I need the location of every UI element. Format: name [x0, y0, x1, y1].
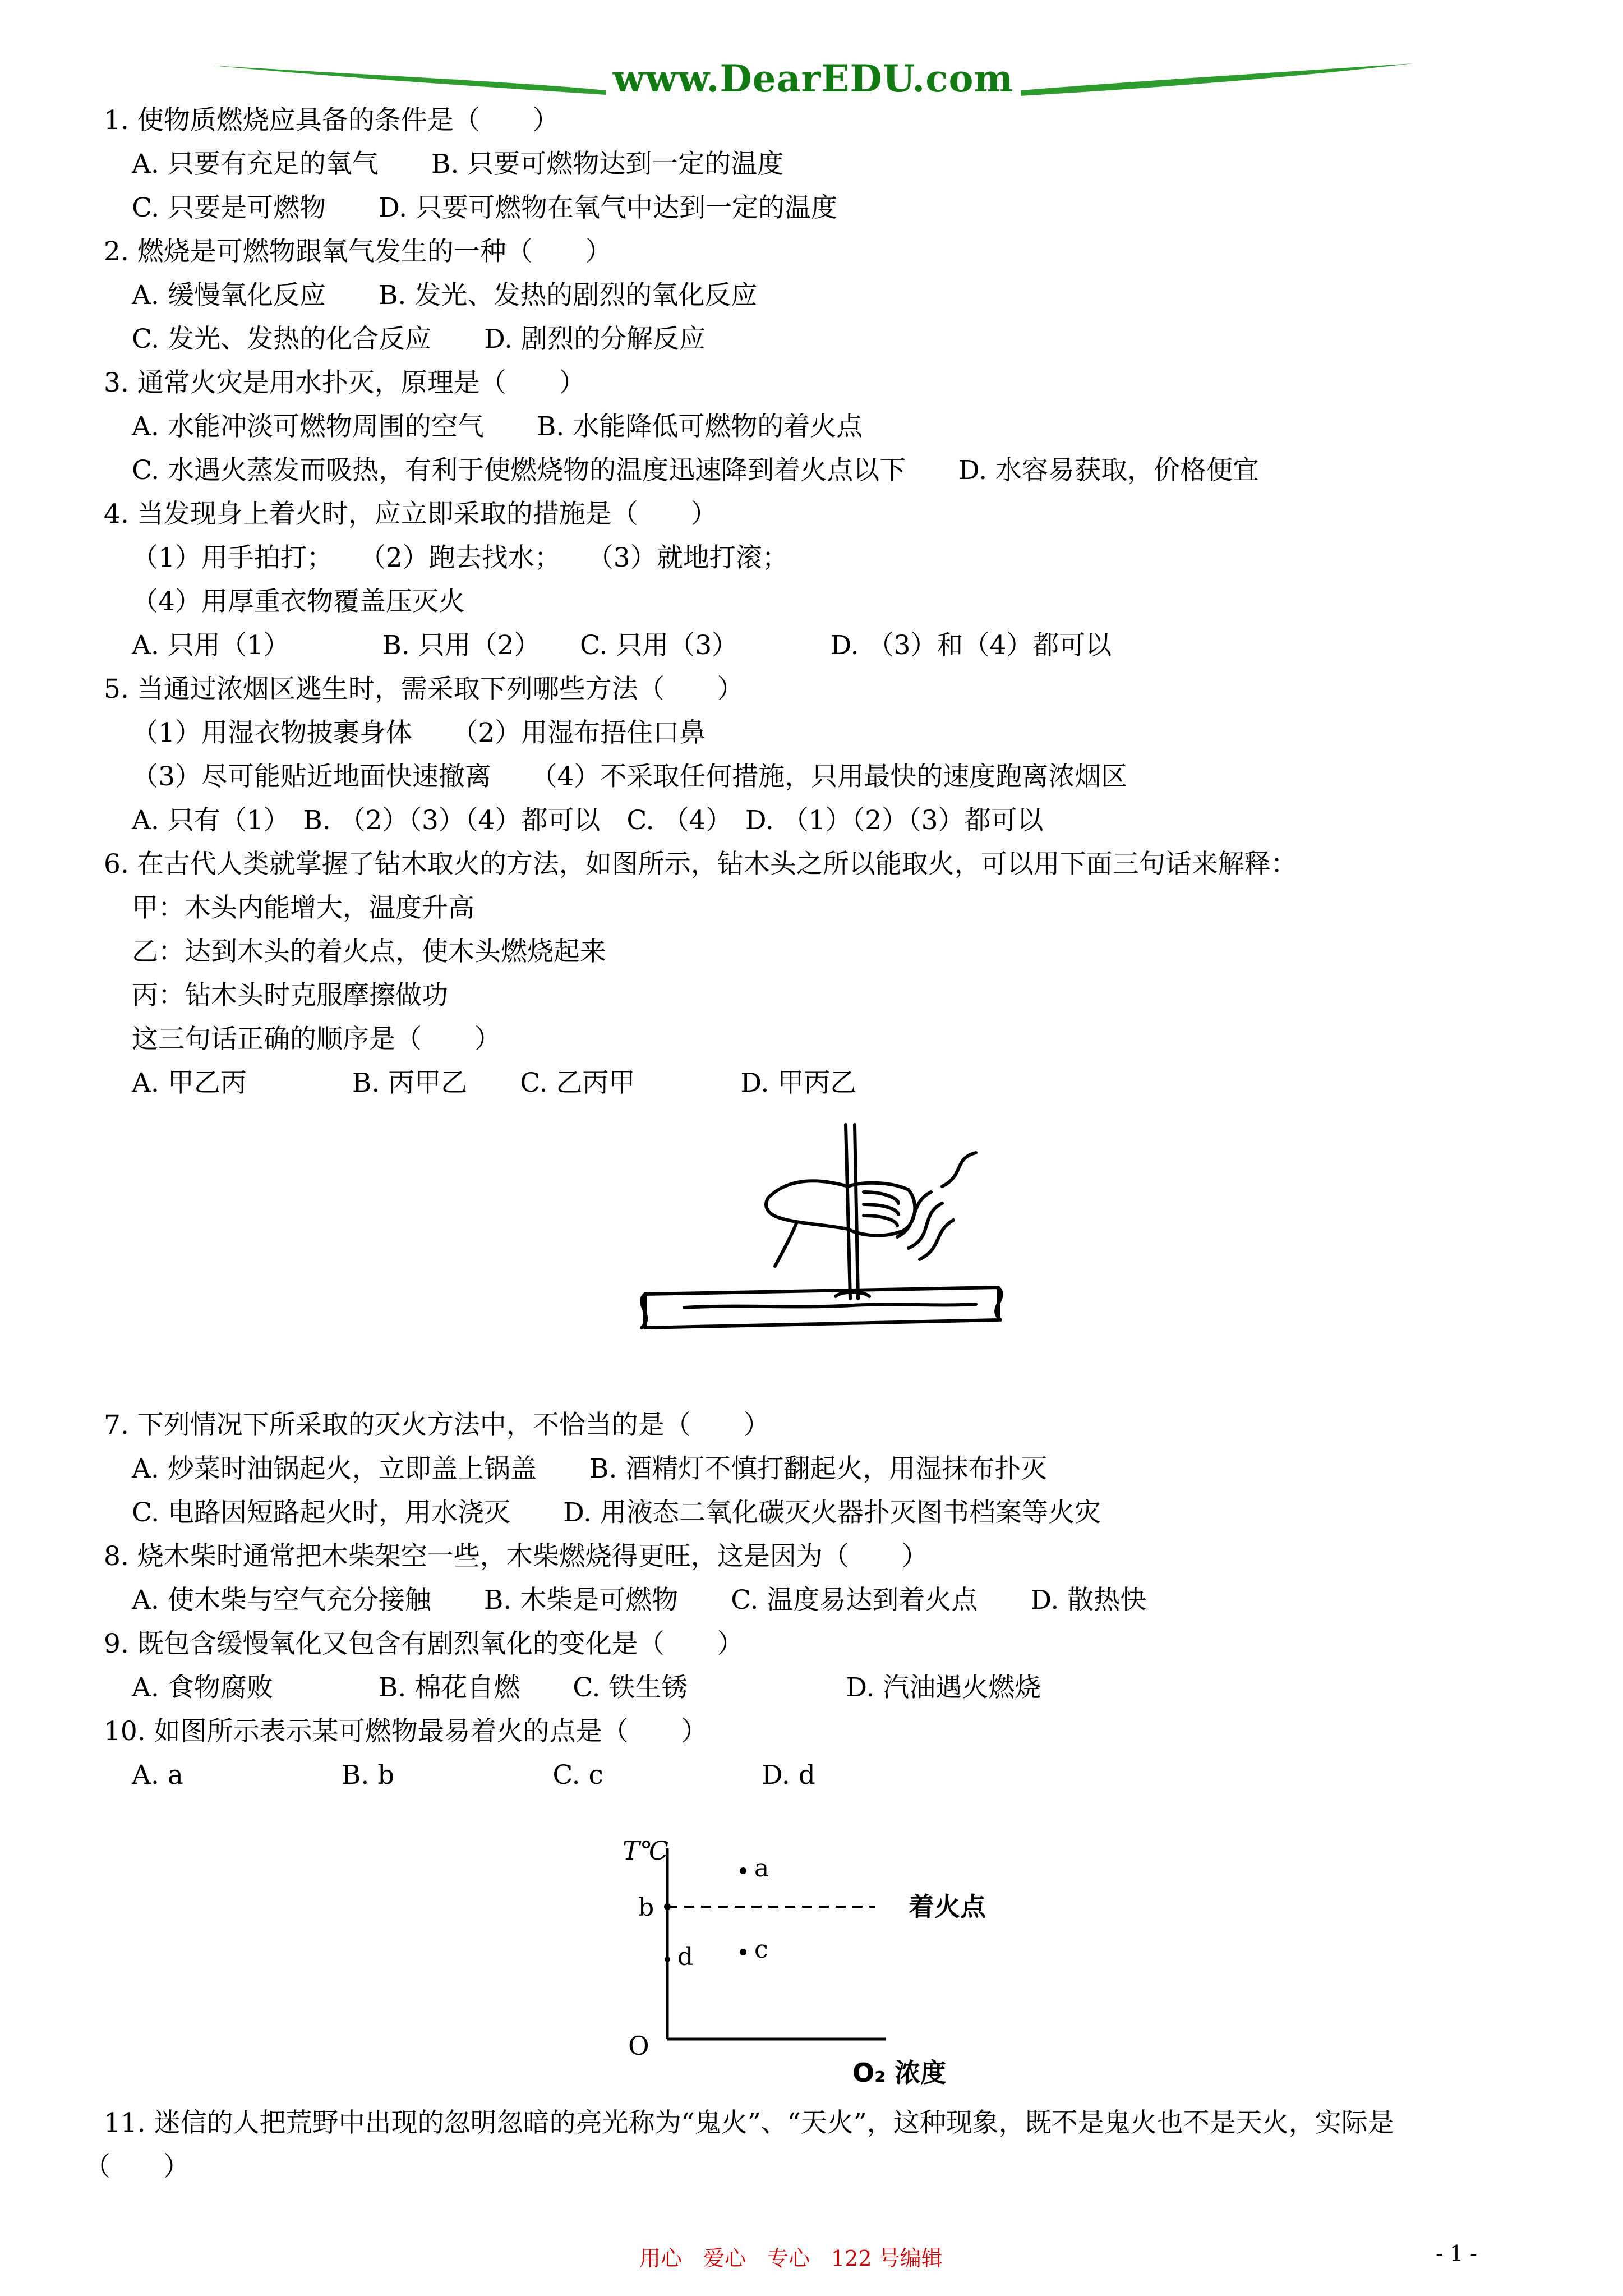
text-line: A. 缓慢氧化反应 B. 发光、发热的剧烈的氧化反应: [132, 280, 758, 311]
text-line: A. 食物腐败 B. 棉花自燃 C. 铁生锈 D. 汽油遇火燃烧: [132, 1672, 1041, 1703]
text-line: （4）用厚重衣物覆盖压灭火: [132, 586, 465, 617]
text-line: C. 只要是可燃物 D. 只要可燃物在氧气中达到一定的温度: [132, 192, 838, 223]
point-b-label: b: [638, 1893, 654, 1922]
text-line: 6. 在古代人类就掌握了钻木取火的方法，如图所示，钻木头之所以能取火，可以用下面三句话来解释：: [104, 849, 1297, 880]
point-d: [665, 1957, 670, 1962]
text-line: 7. 下列情况下所采取的灭火方法中，不恰当的是（ ）: [104, 1410, 770, 1441]
text-line: 4. 当发现身上着火时，应立即采取的措施是（ ）: [104, 499, 717, 530]
text-line: （3）尽可能贴近地面快速撤离 （4）不采取任何措施，只用最快的速度跑离浓烟区: [132, 761, 1128, 792]
point-c: [740, 1949, 746, 1955]
text-line: C. 水遇火蒸发而吸热，有利于使燃烧物的温度迅速降到着火点以下 D. 水容易获取，价格便宜: [132, 455, 1260, 486]
point-a: [740, 1867, 746, 1874]
text-line: A. 只用（1） B. 只用（2） C. 只用（3） D. （3）和（4）都可以: [132, 630, 1112, 661]
point-b: [664, 1903, 671, 1910]
text-line: C. 电路因短路起火时，用水浇灭 D. 用液态二氧化碳灭火器扑灭图书档案等火灾: [132, 1497, 1101, 1528]
text-line: A. a B. b C. c D. d: [132, 1760, 815, 1791]
text-line: 5. 当通过浓烟区逃生时，需采取下列哪些方法（ ）: [104, 674, 744, 705]
text-line: 3. 通常火灾是用水扑灭，原理是（ ）: [104, 367, 585, 398]
text-line: 1. 使物质燃烧应具备的条件是（ ）: [104, 105, 559, 136]
point-a-label: a: [754, 1854, 769, 1883]
drill-fire-illustration: [628, 1119, 1009, 1377]
text-line: 这三句话正确的顺序是（ ）: [132, 1024, 501, 1055]
text-line: 甲：木头内能增大，温度升高: [132, 892, 474, 923]
site-header: [213, 53, 1413, 104]
text-line: 11. 迷信的人把荒野中出现的忽明忽暗的亮光称为“鬼火”、“天火”，这种现象，既不是鬼火也不是天火，实际是: [104, 2108, 1394, 2138]
threshold-label: 着火点: [909, 1892, 986, 1922]
text-line: 9. 既包含缓慢氧化又包含有剧烈氧化的变化是（ ）: [104, 1628, 744, 1659]
page-number: - 1 -: [1436, 2241, 1478, 2266]
text-line: A. 炒菜时油锅起火，立即盖上锅盖 B. 酒精灯不慎打翻起火，用湿抹布扑灭: [132, 1453, 1048, 1484]
origin-label: O: [628, 2031, 649, 2061]
text-line: C. 发光、发热的化合反应 D. 剧烈的分解反应: [132, 324, 706, 355]
footer-credit: 用心 爱心 专心 122 号编辑: [639, 2246, 943, 2271]
text-line: A. 使木柴与空气充分接触 B. 木柴是可燃物 C. 温度易达到着火点 D. 散热快: [132, 1585, 1147, 1616]
y-axis-label: T℃: [623, 1835, 669, 1866]
ignition-point-graph: [594, 1832, 1009, 2095]
text-line: （1）用湿衣物披裹身体 （2）用湿布捂住口鼻: [132, 717, 706, 748]
text-line: 丙：钻木头时克服摩擦做功: [132, 980, 448, 1011]
point-d-label: d: [677, 1943, 694, 1971]
text-line: 10. 如图所示表示某可燃物最易着火的点是（ ）: [104, 1716, 708, 1747]
text-line: A. 水能冲淡可燃物周围的空气 B. 水能降低可燃物的着火点: [132, 411, 863, 442]
text-line: A. 甲乙丙 B. 丙甲乙 C. 乙丙甲 D. 甲丙乙: [132, 1068, 857, 1098]
x-axis-label: O₂ 浓度: [852, 2058, 947, 2088]
text-line: A. 只要有充足的氧气 B. 只要可燃物达到一定的温度: [132, 149, 784, 180]
text-line: 2. 燃烧是可燃物跟氧气发生的一种（ ）: [104, 236, 612, 267]
text-line: 乙：达到木头的着火点，使木头燃烧起来: [132, 936, 606, 967]
text-line: 8. 烧木柴时通常把木柴架空一些，木柴燃烧得更旺，这是因为（ ）: [104, 1541, 928, 1572]
text-line: （1）用手拍打； （2）跑去找水； （3）就地打滚；: [132, 542, 789, 573]
text-line: （ ）: [84, 2151, 190, 2182]
text-line: A. 只有（1） B. （2）（3）（4）都可以 C. （4） D. （1）（2）（3）都可以: [132, 805, 1044, 836]
site-url[interactable]: www.DearEDU.com: [612, 57, 1014, 100]
point-c-label: c: [754, 1935, 768, 1964]
